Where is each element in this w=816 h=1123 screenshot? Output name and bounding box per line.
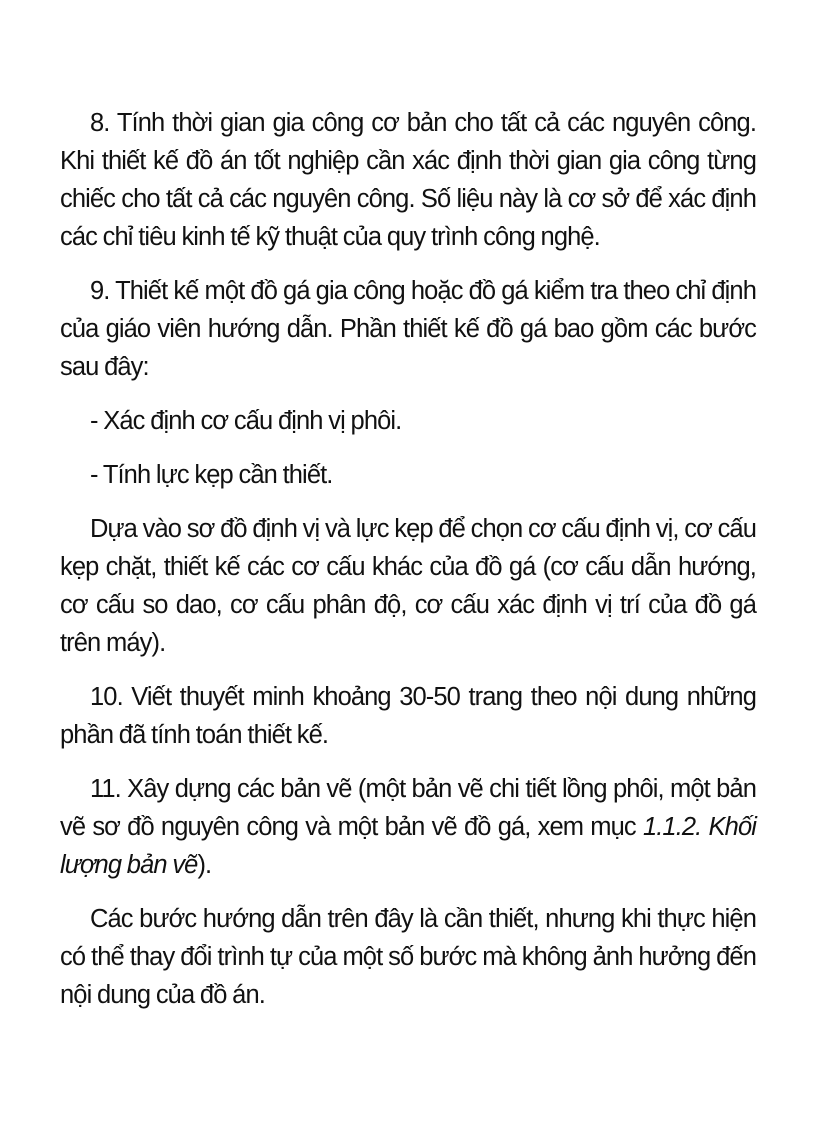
paragraph-fixture-design: Dựa vào sơ đồ định vị và lực kẹp để chọn cơ cấu định vị, cơ cấu kẹp chặt, thiết kế các cơ cấu khác của đồ gá (cơ cấu dẫn hướng, cơ cấu so dao, cơ cấu phân độ, cơ cấu xác định vị trí của đồ gá trên máy). — [60, 515, 756, 657]
paragraph-11-text: 11. Xây dựng các bản vẽ (một bản vẽ chi tiết lồng phôi, một bản vẽ sơ đồ nguyên công và một bản vẽ đồ gá, xem mục — [60, 775, 756, 841]
bullet-item-clamping-force: - Tính lực kẹp cần thiết. — [90, 461, 333, 489]
paragraph-item-8: 8. Tính thời gian gia công cơ bản cho tất cả các nguyên công. Khi thiết kế đồ án tốt nghiệp cần xác định thời gian gia công từng chiếc cho tất cả các nguyên công. Số liệu này là cơ sở để xác định các chỉ tiêu kinh tế kỹ thuật của quy trình công nghệ. — [60, 109, 756, 251]
paragraph-item-10: 10. Viết thuyết minh khoảng 30-50 trang theo nội dung những phần đã tính toán thiết kế. — [60, 683, 756, 749]
paragraph-11-closing: ). — [197, 851, 212, 879]
paragraph-final-note: Các bước hướng dẫn trên đây là cần thiết, nhưng khi thực hiện có thể thay đổi trình tự của một số bước mà không ảnh hưởng đến nội dung của đồ án. — [60, 905, 756, 1009]
paragraph-item-11 — [60, 770, 756, 884]
paragraph-item-9: 9. Thiết kế một đồ gá gia công hoặc đồ gá kiểm tra theo chỉ định của giáo viên hướng dẫn. Phần thiết kế đồ gá bao gồm các bước sau đây: — [60, 277, 756, 381]
section-reference: 1.1.2. Khối lượng bản vẽ — [60, 813, 756, 879]
document-page — [60, 104, 756, 1030]
bullet-item-locating: - Xác định cơ cấu định vị phôi. — [90, 407, 402, 435]
